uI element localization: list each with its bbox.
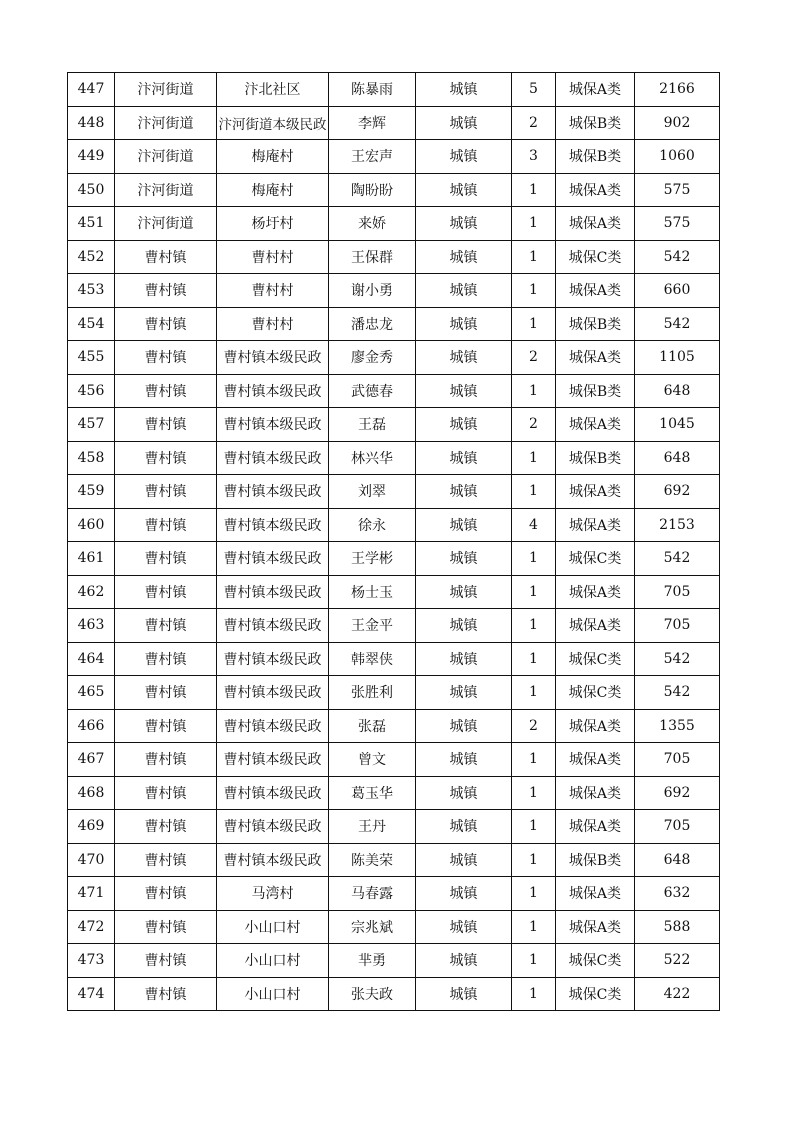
cell-household-type: 城镇 — [416, 240, 512, 274]
cell-serial-number: 462 — [68, 575, 115, 609]
cell-serial-number: 453 — [68, 274, 115, 308]
cell-community — [217, 944, 329, 978]
cell-amount: 902 — [635, 106, 720, 140]
cell-township: 曹村镇 — [115, 274, 217, 308]
cell-township: 曹村镇 — [115, 508, 217, 542]
cell-serial-number: 459 — [68, 475, 115, 509]
cell-serial-number: 449 — [68, 140, 115, 174]
cell-township: 曹村镇 — [115, 374, 217, 408]
cell-amount: 705 — [635, 810, 720, 844]
cell-person-name: 王保群 — [329, 240, 416, 274]
cell-household-type: 城镇 — [416, 408, 512, 442]
cell-serial-number: 463 — [68, 609, 115, 643]
cell-serial-number: 454 — [68, 307, 115, 341]
cell-township: 汴河街道 — [115, 207, 217, 241]
cell-person-name: 陈美荣 — [329, 843, 416, 877]
community-text: 曹村镇本级民政 — [223, 517, 322, 534]
cell-serial-number: 455 — [68, 341, 115, 375]
table-row — [68, 441, 720, 475]
cell-household-type: 城镇 — [416, 106, 512, 140]
cell-serial-number: 468 — [68, 776, 115, 810]
table-row — [68, 575, 720, 609]
community-text: 马湾村 — [251, 886, 294, 903]
community-text: 梅庵村 — [251, 182, 294, 199]
community-text: 曹村镇本级民政 — [223, 417, 322, 434]
cell-member-count: 1 — [512, 374, 556, 408]
cell-serial-number: 448 — [68, 106, 115, 140]
cell-serial-number: 466 — [68, 709, 115, 743]
community-text: 小山口村 — [244, 919, 301, 936]
cell-community — [217, 508, 329, 542]
cell-serial-number: 456 — [68, 374, 115, 408]
community-text: 曹村镇本级民政 — [223, 718, 322, 735]
cell-community — [217, 341, 329, 375]
cell-serial-number: 460 — [68, 508, 115, 542]
community-text: 曹村镇本级民政 — [223, 618, 322, 635]
cell-assistance-category: 城保A类 — [556, 709, 635, 743]
cell-household-type: 城镇 — [416, 977, 512, 1011]
cell-person-name: 韩翠侠 — [329, 642, 416, 676]
table-row — [68, 307, 720, 341]
table-row — [68, 106, 720, 140]
cell-amount: 1105 — [635, 341, 720, 375]
cell-amount: 648 — [635, 374, 720, 408]
community-text: 曹村镇本级民政 — [223, 651, 322, 668]
cell-community — [217, 240, 329, 274]
cell-person-name: 张夫政 — [329, 977, 416, 1011]
cell-assistance-category: 城保B类 — [556, 307, 635, 341]
cell-member-count: 2 — [512, 408, 556, 442]
cell-amount: 422 — [635, 977, 720, 1011]
cell-community — [217, 374, 329, 408]
cell-member-count: 1 — [512, 676, 556, 710]
table-row — [68, 240, 720, 274]
cell-amount: 1355 — [635, 709, 720, 743]
cell-assistance-category: 城保C类 — [556, 977, 635, 1011]
cell-serial-number: 452 — [68, 240, 115, 274]
cell-member-count: 1 — [512, 810, 556, 844]
cell-household-type: 城镇 — [416, 944, 512, 978]
table-row — [68, 542, 720, 576]
cell-township: 曹村镇 — [115, 542, 217, 576]
table-row — [68, 508, 720, 542]
cell-person-name: 徐永 — [329, 508, 416, 542]
cell-township: 曹村镇 — [115, 676, 217, 710]
cell-township: 曹村镇 — [115, 609, 217, 643]
cell-household-type: 城镇 — [416, 877, 512, 911]
cell-township: 曹村镇 — [115, 642, 217, 676]
cell-community — [217, 743, 329, 777]
cell-community — [217, 207, 329, 241]
table-row — [68, 676, 720, 710]
table-row — [68, 207, 720, 241]
cell-serial-number: 447 — [68, 73, 115, 107]
community-text: 曹村镇本级民政 — [223, 484, 322, 501]
cell-serial-number: 469 — [68, 810, 115, 844]
cell-person-name: 刘翠 — [329, 475, 416, 509]
table-row — [68, 274, 720, 308]
table-row — [68, 877, 720, 911]
cell-person-name: 王宏声 — [329, 140, 416, 174]
cell-township: 曹村镇 — [115, 307, 217, 341]
cell-household-type: 城镇 — [416, 709, 512, 743]
cell-community — [217, 73, 329, 107]
cell-member-count: 2 — [512, 106, 556, 140]
cell-household-type: 城镇 — [416, 542, 512, 576]
cell-community — [217, 173, 329, 207]
cell-member-count: 1 — [512, 207, 556, 241]
cell-member-count: 1 — [512, 977, 556, 1011]
cell-amount: 648 — [635, 441, 720, 475]
cell-serial-number: 464 — [68, 642, 115, 676]
community-text: 曹村镇本级民政 — [223, 752, 322, 769]
cell-township: 汴河街道 — [115, 140, 217, 174]
cell-member-count: 1 — [512, 307, 556, 341]
community-text: 小山口村 — [244, 986, 301, 1003]
table-row — [68, 475, 720, 509]
cell-assistance-category: 城保A类 — [556, 173, 635, 207]
cell-person-name: 芈勇 — [329, 944, 416, 978]
community-text: 曹村镇本级民政 — [223, 584, 322, 601]
cell-person-name: 杨士玉 — [329, 575, 416, 609]
cell-community — [217, 106, 329, 140]
table-row — [68, 173, 720, 207]
cell-member-count: 1 — [512, 475, 556, 509]
cell-member-count: 1 — [512, 877, 556, 911]
cell-amount: 542 — [635, 307, 720, 341]
table-row — [68, 910, 720, 944]
cell-household-type: 城镇 — [416, 776, 512, 810]
cell-township: 曹村镇 — [115, 709, 217, 743]
cell-member-count: 1 — [512, 240, 556, 274]
cell-member-count: 1 — [512, 910, 556, 944]
community-text: 曹村镇本级民政 — [223, 350, 322, 367]
cell-person-name: 王金平 — [329, 609, 416, 643]
table-row — [68, 709, 720, 743]
cell-township: 曹村镇 — [115, 475, 217, 509]
cell-assistance-category: 城保A类 — [556, 910, 635, 944]
cell-serial-number: 465 — [68, 676, 115, 710]
cell-amount: 588 — [635, 910, 720, 944]
cell-amount: 2153 — [635, 508, 720, 542]
cell-township: 汴河街道 — [115, 73, 217, 107]
cell-township: 曹村镇 — [115, 810, 217, 844]
cell-member-count: 1 — [512, 776, 556, 810]
cell-township: 曹村镇 — [115, 877, 217, 911]
cell-assistance-category: 城保C类 — [556, 642, 635, 676]
community-text: 曹村镇本级民政 — [223, 819, 322, 836]
cell-person-name: 王学彬 — [329, 542, 416, 576]
community-text: 曹村村 — [251, 249, 294, 266]
table-row — [68, 843, 720, 877]
community-text: 曹村镇本级民政 — [223, 685, 322, 702]
cell-person-name: 谢小勇 — [329, 274, 416, 308]
cell-member-count: 1 — [512, 843, 556, 877]
community-text: 曹村镇本级民政 — [223, 852, 322, 869]
cell-township: 曹村镇 — [115, 240, 217, 274]
cell-assistance-category: 城保A类 — [556, 508, 635, 542]
community-text: 汴河街道本级民政 — [218, 116, 327, 133]
cell-amount: 542 — [635, 240, 720, 274]
cell-township: 曹村镇 — [115, 341, 217, 375]
table-row — [68, 977, 720, 1011]
cell-household-type: 城镇 — [416, 676, 512, 710]
table-body — [68, 73, 720, 1011]
cell-amount: 522 — [635, 944, 720, 978]
cell-person-name: 张磊 — [329, 709, 416, 743]
cell-serial-number: 461 — [68, 542, 115, 576]
cell-amount: 542 — [635, 642, 720, 676]
cell-household-type: 城镇 — [416, 642, 512, 676]
cell-member-count: 1 — [512, 944, 556, 978]
cell-community — [217, 441, 329, 475]
cell-person-name: 廖金秀 — [329, 341, 416, 375]
cell-household-type: 城镇 — [416, 810, 512, 844]
community-text: 汴北社区 — [244, 82, 301, 99]
cell-member-count: 2 — [512, 341, 556, 375]
cell-serial-number: 470 — [68, 843, 115, 877]
cell-amount: 705 — [635, 609, 720, 643]
cell-person-name: 张胜利 — [329, 676, 416, 710]
cell-serial-number: 467 — [68, 743, 115, 777]
cell-serial-number: 471 — [68, 877, 115, 911]
cell-assistance-category: 城保A类 — [556, 274, 635, 308]
cell-amount: 648 — [635, 843, 720, 877]
cell-township: 曹村镇 — [115, 575, 217, 609]
cell-serial-number: 457 — [68, 408, 115, 442]
cell-member-count: 1 — [512, 173, 556, 207]
cell-household-type: 城镇 — [416, 73, 512, 107]
cell-assistance-category: 城保A类 — [556, 408, 635, 442]
table-row — [68, 776, 720, 810]
cell-serial-number: 473 — [68, 944, 115, 978]
cell-person-name: 马春露 — [329, 877, 416, 911]
cell-household-type: 城镇 — [416, 207, 512, 241]
cell-serial-number: 451 — [68, 207, 115, 241]
cell-assistance-category: 城保A类 — [556, 877, 635, 911]
cell-community — [217, 475, 329, 509]
cell-township: 曹村镇 — [115, 977, 217, 1011]
cell-township: 曹村镇 — [115, 944, 217, 978]
cell-community — [217, 910, 329, 944]
cell-community — [217, 642, 329, 676]
cell-community — [217, 676, 329, 710]
cell-amount: 542 — [635, 676, 720, 710]
cell-household-type: 城镇 — [416, 743, 512, 777]
community-text: 曹村村 — [251, 316, 294, 333]
table-row — [68, 140, 720, 174]
cell-member-count: 1 — [512, 542, 556, 576]
cell-township: 汴河街道 — [115, 173, 217, 207]
table-row — [68, 642, 720, 676]
cell-amount: 692 — [635, 776, 720, 810]
table-row — [68, 944, 720, 978]
cell-assistance-category: 城保A类 — [556, 810, 635, 844]
cell-serial-number: 472 — [68, 910, 115, 944]
cell-assistance-category: 城保A类 — [556, 743, 635, 777]
cell-household-type: 城镇 — [416, 910, 512, 944]
cell-member-count: 1 — [512, 441, 556, 475]
cell-community — [217, 542, 329, 576]
cell-community — [217, 776, 329, 810]
cell-assistance-category: 城保C类 — [556, 676, 635, 710]
cell-assistance-category: 城保A类 — [556, 776, 635, 810]
cell-township: 曹村镇 — [115, 910, 217, 944]
cell-amount: 1060 — [635, 140, 720, 174]
cell-amount: 705 — [635, 575, 720, 609]
cell-township: 汴河街道 — [115, 106, 217, 140]
cell-household-type: 城镇 — [416, 341, 512, 375]
cell-amount: 542 — [635, 542, 720, 576]
cell-person-name: 李辉 — [329, 106, 416, 140]
cell-assistance-category: 城保A类 — [556, 609, 635, 643]
community-text: 杨圩村 — [251, 216, 294, 233]
cell-serial-number: 474 — [68, 977, 115, 1011]
cell-assistance-category: 城保B类 — [556, 106, 635, 140]
cell-member-count: 5 — [512, 73, 556, 107]
cell-community — [217, 810, 329, 844]
cell-community — [217, 609, 329, 643]
cell-amount: 575 — [635, 207, 720, 241]
cell-township: 曹村镇 — [115, 441, 217, 475]
cell-assistance-category: 城保C类 — [556, 944, 635, 978]
cell-household-type: 城镇 — [416, 508, 512, 542]
cell-household-type: 城镇 — [416, 274, 512, 308]
cell-member-count: 2 — [512, 709, 556, 743]
table-row — [68, 810, 720, 844]
cell-township: 曹村镇 — [115, 408, 217, 442]
cell-member-count: 1 — [512, 609, 556, 643]
cell-assistance-category: 城保B类 — [556, 843, 635, 877]
cell-assistance-category: 城保A类 — [556, 207, 635, 241]
cell-person-name: 曾文 — [329, 743, 416, 777]
community-text: 曹村村 — [251, 283, 294, 300]
cell-amount: 692 — [635, 475, 720, 509]
community-text: 曹村镇本级民政 — [223, 450, 322, 467]
cell-household-type: 城镇 — [416, 441, 512, 475]
community-text: 梅庵村 — [251, 149, 294, 166]
table-row — [68, 341, 720, 375]
cell-assistance-category: 城保A类 — [556, 73, 635, 107]
cell-community — [217, 877, 329, 911]
cell-household-type: 城镇 — [416, 475, 512, 509]
community-text: 曹村镇本级民政 — [223, 383, 322, 400]
cell-township: 曹村镇 — [115, 776, 217, 810]
cell-community — [217, 709, 329, 743]
cell-community — [217, 977, 329, 1011]
cell-amount: 660 — [635, 274, 720, 308]
table-row — [68, 374, 720, 408]
cell-township: 曹村镇 — [115, 843, 217, 877]
table-row — [68, 609, 720, 643]
cell-household-type: 城镇 — [416, 374, 512, 408]
cell-person-name: 葛玉华 — [329, 776, 416, 810]
community-text: 曹村镇本级民政 — [223, 551, 322, 568]
cell-assistance-category: 城保A类 — [556, 575, 635, 609]
cell-person-name: 陶盼盼 — [329, 173, 416, 207]
cell-amount: 575 — [635, 173, 720, 207]
cell-community — [217, 575, 329, 609]
cell-person-name: 王丹 — [329, 810, 416, 844]
cell-person-name: 武德春 — [329, 374, 416, 408]
cell-household-type: 城镇 — [416, 140, 512, 174]
community-text: 小山口村 — [244, 953, 301, 970]
community-text: 曹村镇本级民政 — [223, 785, 322, 802]
cell-amount: 705 — [635, 743, 720, 777]
cell-household-type: 城镇 — [416, 173, 512, 207]
cell-member-count: 3 — [512, 140, 556, 174]
cell-household-type: 城镇 — [416, 307, 512, 341]
cell-person-name: 陈暴雨 — [329, 73, 416, 107]
cell-household-type: 城镇 — [416, 609, 512, 643]
cell-community — [217, 843, 329, 877]
cell-township: 曹村镇 — [115, 743, 217, 777]
table-row — [68, 73, 720, 107]
cell-member-count: 1 — [512, 743, 556, 777]
cell-person-name: 来娇 — [329, 207, 416, 241]
cell-member-count: 4 — [512, 508, 556, 542]
cell-household-type: 城镇 — [416, 575, 512, 609]
cell-member-count: 1 — [512, 642, 556, 676]
cell-household-type: 城镇 — [416, 843, 512, 877]
cell-member-count: 1 — [512, 575, 556, 609]
cell-serial-number: 450 — [68, 173, 115, 207]
cell-assistance-category: 城保C类 — [556, 542, 635, 576]
cell-serial-number: 458 — [68, 441, 115, 475]
cell-assistance-category: 城保A类 — [556, 341, 635, 375]
cell-community — [217, 408, 329, 442]
cell-community — [217, 140, 329, 174]
cell-person-name: 林兴华 — [329, 441, 416, 475]
cell-assistance-category: 城保B类 — [556, 441, 635, 475]
cell-assistance-category: 城保B类 — [556, 140, 635, 174]
cell-community — [217, 274, 329, 308]
cell-amount: 1045 — [635, 408, 720, 442]
cell-assistance-category: 城保A类 — [556, 475, 635, 509]
cell-community — [217, 307, 329, 341]
table-row — [68, 408, 720, 442]
cell-amount: 2166 — [635, 73, 720, 107]
recipient-table — [67, 72, 720, 1011]
table-row — [68, 743, 720, 777]
cell-assistance-category: 城保B类 — [556, 374, 635, 408]
cell-member-count: 1 — [512, 274, 556, 308]
cell-person-name: 王磊 — [329, 408, 416, 442]
cell-person-name: 潘忠龙 — [329, 307, 416, 341]
cell-person-name: 宗兆斌 — [329, 910, 416, 944]
cell-assistance-category: 城保C类 — [556, 240, 635, 274]
cell-amount: 632 — [635, 877, 720, 911]
